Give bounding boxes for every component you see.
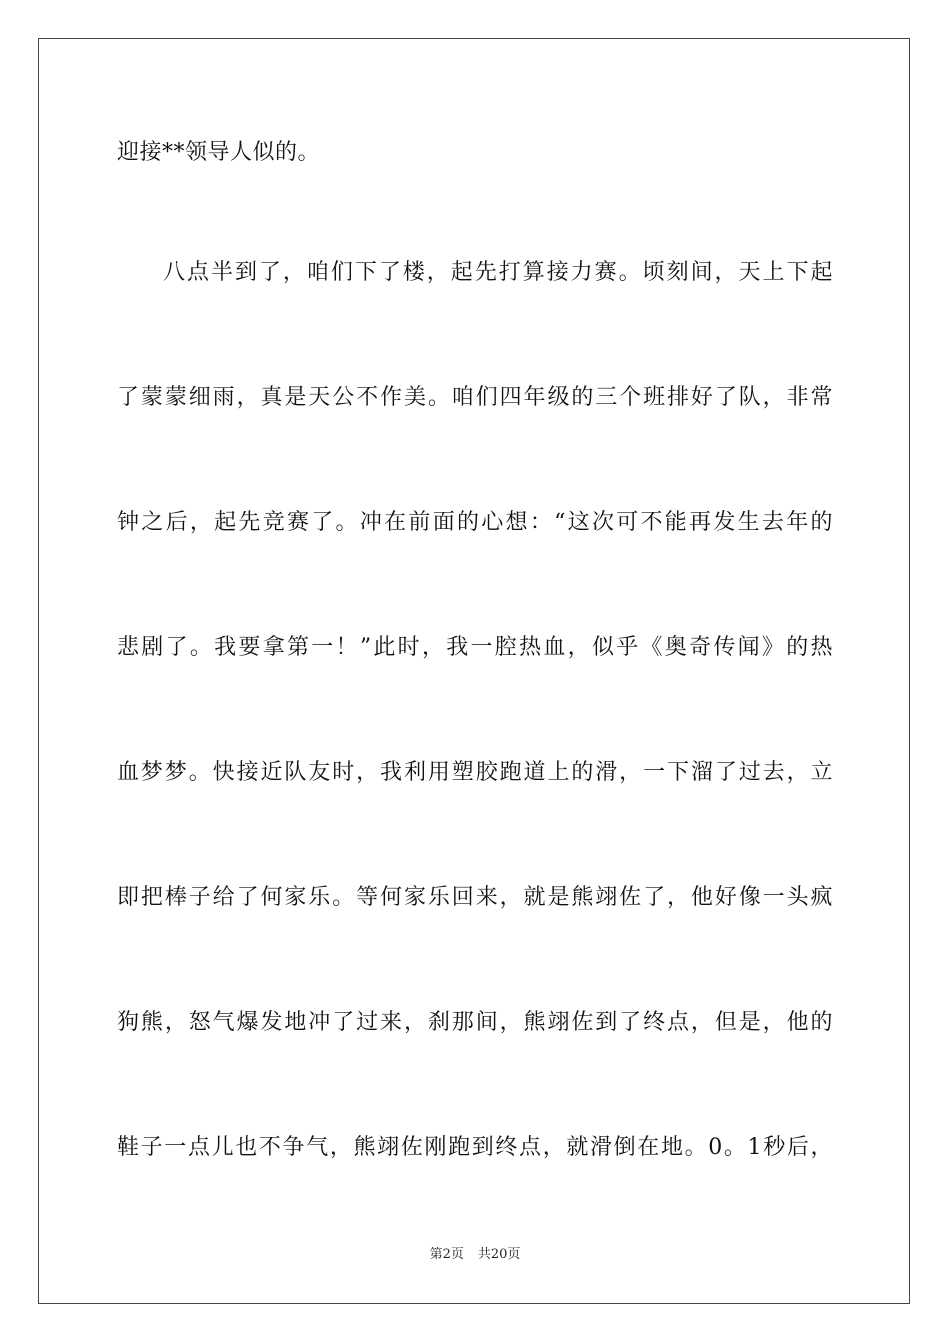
paragraph-line: 迎接**领导人似的。 <box>117 140 321 165</box>
paragraph-line: 钟之后，起先竞赛了。冲在前面的心想：“这次可不能再发生去年的 <box>117 510 833 535</box>
paragraph-line: 悲剧了。我要拿第一！”此时，我一腔热血，似乎《奥奇传闻》的热 <box>117 635 833 660</box>
paragraph-line: 了蒙蒙细雨，真是天公不作美。咱们四年级的三个班排好了队，非常 <box>117 385 833 410</box>
page-footer <box>0 1246 950 1264</box>
paragraph-line: 狗熊，怒气爆发地冲了过来，刹那间，熊翊佐到了终点，但是，他的 <box>117 1010 833 1035</box>
paragraph-line: 八点半到了，咱们下了楼，起先打算接力赛。顷刻间，天上下起 <box>163 260 833 285</box>
paragraph-line: 鞋子一点儿也不争气，熊翊佐刚跑到终点，就滑倒在地。0。1秒后， <box>117 1135 833 1160</box>
paragraph-line: 即把棒子给了何家乐。等何家乐回来，就是熊翊佐了，他好像一头疯 <box>117 885 833 910</box>
page-number: 第2页 <box>429 1247 464 1262</box>
page-total: 共20页 <box>477 1247 521 1262</box>
paragraph-line: 血梦梦。快接近队友时，我利用塑胶跑道上的滑，一下溜了过去，立 <box>117 760 833 785</box>
page-border <box>38 38 910 1304</box>
